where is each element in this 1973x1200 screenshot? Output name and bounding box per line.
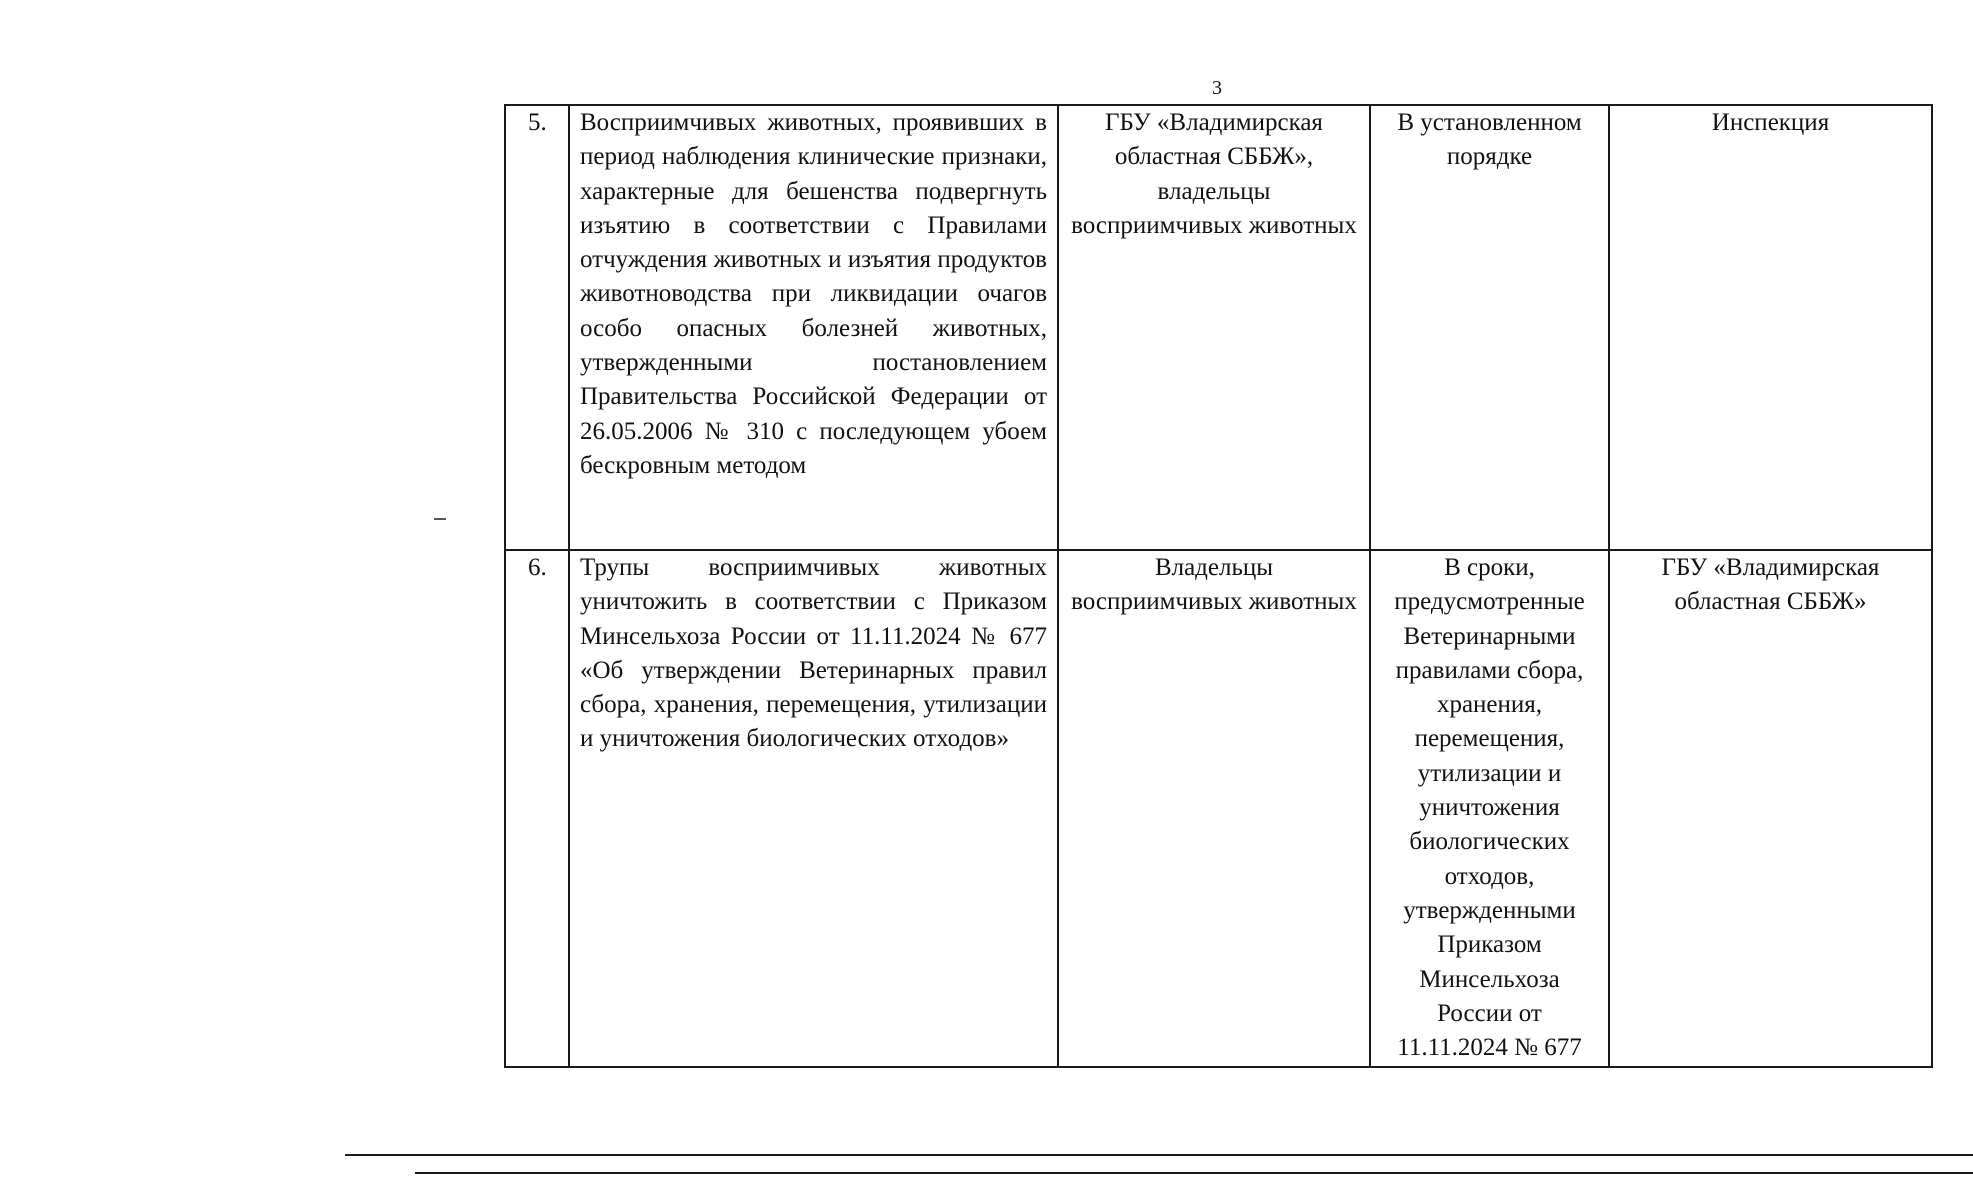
table-row <box>505 550 1932 1067</box>
footer-rule <box>345 1154 1973 1156</box>
executor-cell: Владельцы восприимчивых животных <box>1058 550 1370 1067</box>
measure-description: Трупы восприимчивых животных уничтожить в соответствии с Приказом Минсельхоза России от 11.11.2024 № 677 «Об утверждении Ветеринарных правил сбора, хранения, перемещения, утилизации и уничтожения биологических отходов» <box>569 550 1058 1067</box>
footer-rule-secondary <box>415 1172 1973 1174</box>
table-row <box>505 105 1932 550</box>
scan-speck <box>434 518 446 520</box>
executor-cell: ГБУ «Владимирская областная СББЖ», владельцы восприимчивых животных <box>1058 105 1370 550</box>
term-cell: В сроки, предусмотренные Ветеринарными правилами сбора, хранения, перемещения, утилизации и уничтожения биологических отходов, утвержденными Приказом Минсельхоза России от 11.11.2024 № 677 <box>1370 550 1609 1067</box>
row-number: 6. <box>505 550 569 1067</box>
control-cell: Инспекция <box>1609 105 1932 550</box>
page-number: 3 <box>1212 77 1222 99</box>
measure-description: Восприимчивых животных, проявивших в период наблюдения клинические признаки, характерные для бешенства подвергнуть изъятию в соответствии с Правилами отчуждения животных и изъятия продуктов животноводства при ликвидации очагов особо опасных болезней животных, утвержденными постановлением Правительства Российской Федерации от 26.05.2006 № 310 с последующем убоем бескровным методом <box>569 105 1058 550</box>
row-number: 5. <box>505 105 569 550</box>
control-cell: ГБУ «Владимирская областная СББЖ» <box>1609 550 1932 1067</box>
measures-table <box>504 104 1933 1068</box>
term-cell: В установленном порядке <box>1370 105 1609 550</box>
